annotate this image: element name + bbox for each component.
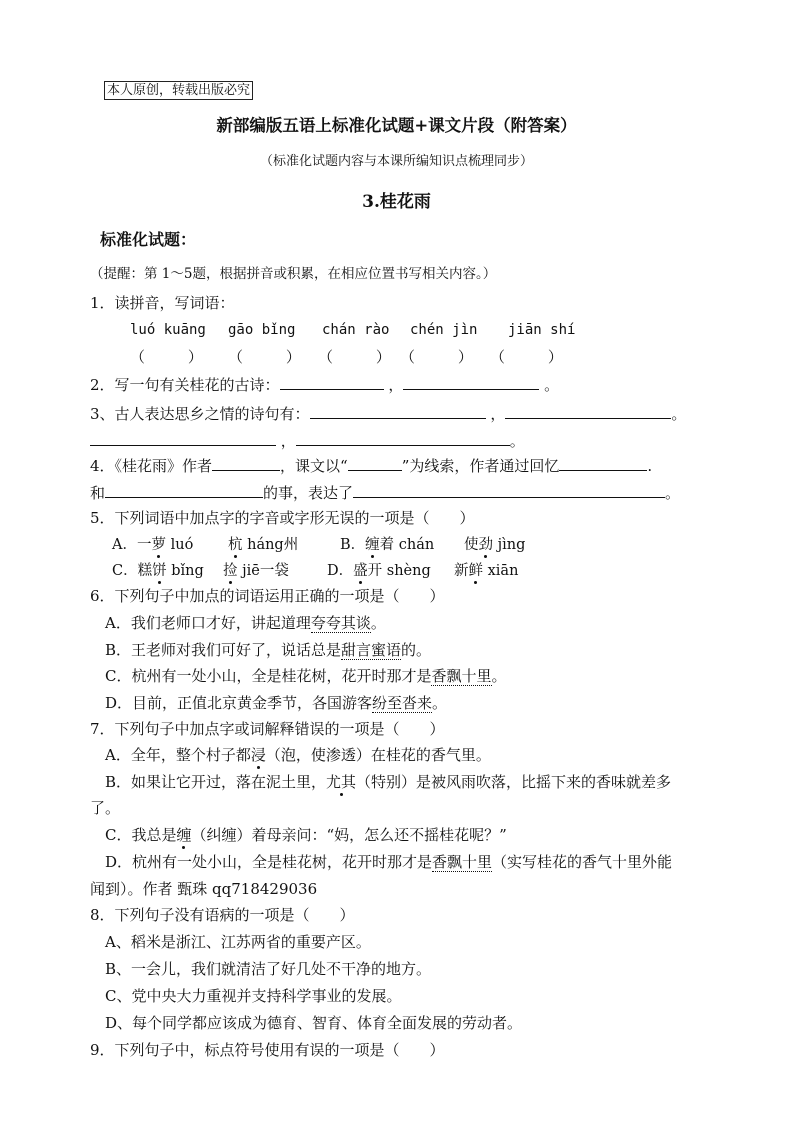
q7-option-a[interactable]: A．全年，整个村子都浸（泡，使渗透）在桂花的香气里。 xyxy=(105,746,491,764)
answer-blank[interactable] xyxy=(348,455,402,471)
answer-box-4[interactable]: （ ） xyxy=(400,348,473,366)
pinyin-3: chán rào xyxy=(322,322,390,338)
question-6: 6．下列句子中加点的词语运用正确的一项是（ ） xyxy=(90,587,445,605)
instruction-tip: （提醒：第 1～5题，根据拼音或积累，在相应位置书写相关内容。） xyxy=(90,266,497,282)
question-5: 5．下列词语中加点字的字音或字形无误的一项是（ ） xyxy=(90,509,475,527)
page-subtitle: （标准化试题内容与本课所编知识点梳理同步） xyxy=(259,154,533,169)
q7-option-d-cont: 闻到）。作者 甄珠 qq718429036 xyxy=(90,880,318,898)
answer-blank[interactable] xyxy=(505,403,671,419)
question-4-line-2: 和 的事，表达了 。 xyxy=(90,484,681,502)
answer-blank[interactable] xyxy=(280,374,384,390)
answer-blank[interactable] xyxy=(559,455,647,471)
section-heading: 标准化试题： xyxy=(100,230,197,249)
answer-box-5[interactable]: （ ） xyxy=(490,348,563,366)
question-4: 4．《桂花雨》作者 ，课文以“ ”为线索，作者通过回忆 . xyxy=(90,457,653,475)
lesson-title: 3.桂花雨 xyxy=(362,192,431,212)
question-7: 7．下列句子中加点字或词解释错误的一项是（ ） xyxy=(90,720,445,738)
question-3-line-2: ， 。 xyxy=(90,430,525,451)
q8-option-a[interactable]: A、稻米是浙江、江苏两省的重要产区。 xyxy=(105,933,371,951)
q6-option-d[interactable]: D．目前，正值北京黄金季节，各国游客纷至沓来。 xyxy=(105,694,448,712)
q8-option-b[interactable]: B、一会儿，我们就清洁了好几处不干净的地方。 xyxy=(105,960,432,978)
answer-blank[interactable] xyxy=(212,455,280,471)
q5-option-d2[interactable]: 新鲜 xiān xyxy=(454,563,519,579)
pinyin-5: jiān shí xyxy=(508,322,576,338)
page-title: 新部编版五语上标准化试题+课文片段（附答案） xyxy=(216,116,577,135)
q8-option-d[interactable]: D、每个同学都应该成为德育、智育、体育全面发展的劳动者。 xyxy=(105,1014,523,1032)
question-2: 2．写一句有关桂花的古诗： ， 。 xyxy=(90,376,560,394)
q5-option-a1[interactable]: A．一萝 luó xyxy=(112,537,194,553)
answer-blank[interactable] xyxy=(90,430,276,446)
answer-box-3[interactable]: （ ） xyxy=(318,348,391,366)
q6-option-c[interactable]: C．杭州有一处小山，全是桂花树，花开时那才是香飘十里。 xyxy=(105,667,507,685)
answer-blank[interactable] xyxy=(296,430,510,446)
question-9: 9．下列句子中，标点符号使用有误的一项是（ ） xyxy=(90,1041,445,1059)
q7-option-b-cont: 了。 xyxy=(90,799,121,817)
pinyin-4: chén jìn xyxy=(410,322,478,338)
q6-option-b[interactable]: B．王老师对我们可好了，说话总是甜言蜜语的。 xyxy=(105,641,432,659)
q7-option-b[interactable]: B．如果让它开过，落在泥土里，尤其（特别）是被风雨吹落，比摇下来的香味就差多 xyxy=(105,773,672,791)
q5-option-c2[interactable]: 捡 jiē一袋 xyxy=(223,563,289,579)
q5-option-b2[interactable]: 使劲 jìng xyxy=(464,537,526,553)
answer-blank[interactable] xyxy=(403,374,539,390)
pinyin-2: gāo bǐng xyxy=(228,322,296,338)
q7-option-c[interactable]: C．我总是缠（纠缠）着母亲问：“妈，怎么还不摇桂花呢？” xyxy=(105,826,507,844)
q5-option-d1[interactable]: D．盛开 shèng xyxy=(327,563,431,579)
answer-box-2[interactable]: （ ） xyxy=(228,348,301,366)
copyright-stamp: 本人原创，转载出版必究 xyxy=(104,81,253,100)
q8-option-c[interactable]: C、党中央大力重视并支持科学事业的发展。 xyxy=(105,987,402,1005)
q6-option-a[interactable]: A．我们老师口才好，讲起道理夸夸其谈。 xyxy=(105,614,386,632)
question-8: 8．下列句子没有语病的一项是（ ） xyxy=(90,906,355,924)
answer-box-1[interactable]: （ ） xyxy=(130,348,203,366)
q5-option-c1[interactable]: C．糕饼 bǐng xyxy=(112,563,204,579)
answer-blank[interactable] xyxy=(310,403,486,419)
question-1: 1．读拼音，写词语： xyxy=(90,294,235,312)
question-3: 3、古人表达思乡之情的诗句有： ， 。 xyxy=(90,405,687,423)
q5-option-b1[interactable]: B．缠着 chán xyxy=(340,537,435,553)
pinyin-1: luó kuāng xyxy=(130,322,206,338)
answer-blank[interactable] xyxy=(353,482,665,498)
q5-option-a2[interactable]: 杭 háng州 xyxy=(228,537,299,553)
answer-blank[interactable] xyxy=(105,482,263,498)
q7-option-d[interactable]: D．杭州有一处小山，全是桂花树，花开时那才是香飘十里（实写桂花的香气十里外能 xyxy=(105,853,673,871)
